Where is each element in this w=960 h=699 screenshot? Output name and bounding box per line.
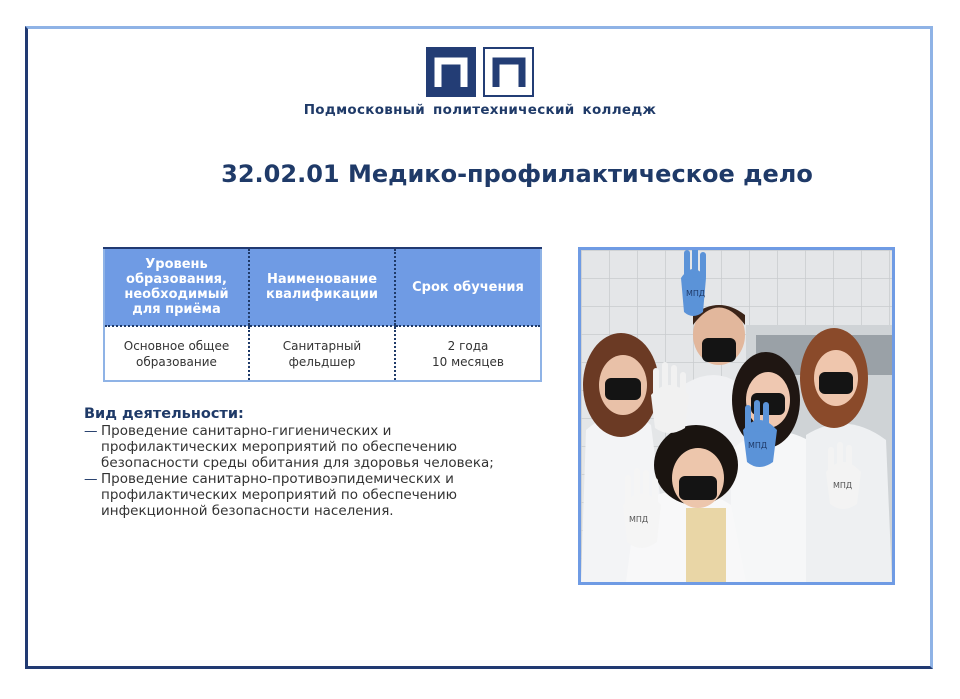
header-qualification: Наименование квалификации: [249, 248, 395, 326]
activities-heading: Вид деятельности:: [84, 406, 244, 422]
list-item-line: профилактических мероприятий по обеспечению: [101, 487, 457, 503]
cell-study-duration: [395, 326, 541, 381]
activities-block: [84, 406, 554, 519]
list-item: [84, 423, 554, 471]
college-name: Подмосковный политехнический колледж: [303, 102, 657, 118]
list-item: [84, 471, 554, 519]
cell-line: 10 месяцев: [432, 354, 504, 369]
cell-education-level: [104, 326, 249, 381]
list-item-line: инфекционной безопасности населения.: [101, 503, 394, 519]
dash-bullet: —: [84, 471, 98, 487]
cell-qualification: [249, 326, 395, 381]
cell-line: фельдшер: [288, 354, 356, 369]
list-item-line: Проведение санитарно-противоэпидемических и: [101, 471, 454, 487]
college-logo: [426, 47, 534, 97]
page-title: 32.02.01 Медико-профилактическое дело: [221, 160, 813, 188]
table-header-row: [104, 248, 541, 326]
students-photo-illustration: [581, 250, 892, 582]
list-item-line: профилактических мероприятий по обеспечению: [101, 439, 457, 455]
students-photo: [578, 247, 895, 585]
education-table: [103, 247, 542, 382]
cell-line: Санитарный: [282, 338, 362, 353]
glove-label: МПД: [748, 441, 768, 450]
list-item-line: безопасности среды обитания для здоровья человека;: [101, 455, 494, 471]
cell-line: образование: [136, 354, 217, 369]
glove-label: МПД: [686, 289, 706, 298]
cell-line: 2 года: [447, 338, 489, 353]
list-item-line: Проведение санитарно-гигиенических и: [101, 423, 392, 439]
table-row: [104, 326, 541, 381]
dash-bullet: —: [84, 423, 98, 439]
header-education-level: Уровень образования, необходимый для приёма: [104, 248, 249, 326]
cell-line: Основное общее: [123, 338, 230, 353]
glove-label: МПД: [833, 481, 853, 490]
glove-label: МПД: [629, 515, 649, 524]
header-study-duration: Срок обучения: [395, 248, 541, 326]
